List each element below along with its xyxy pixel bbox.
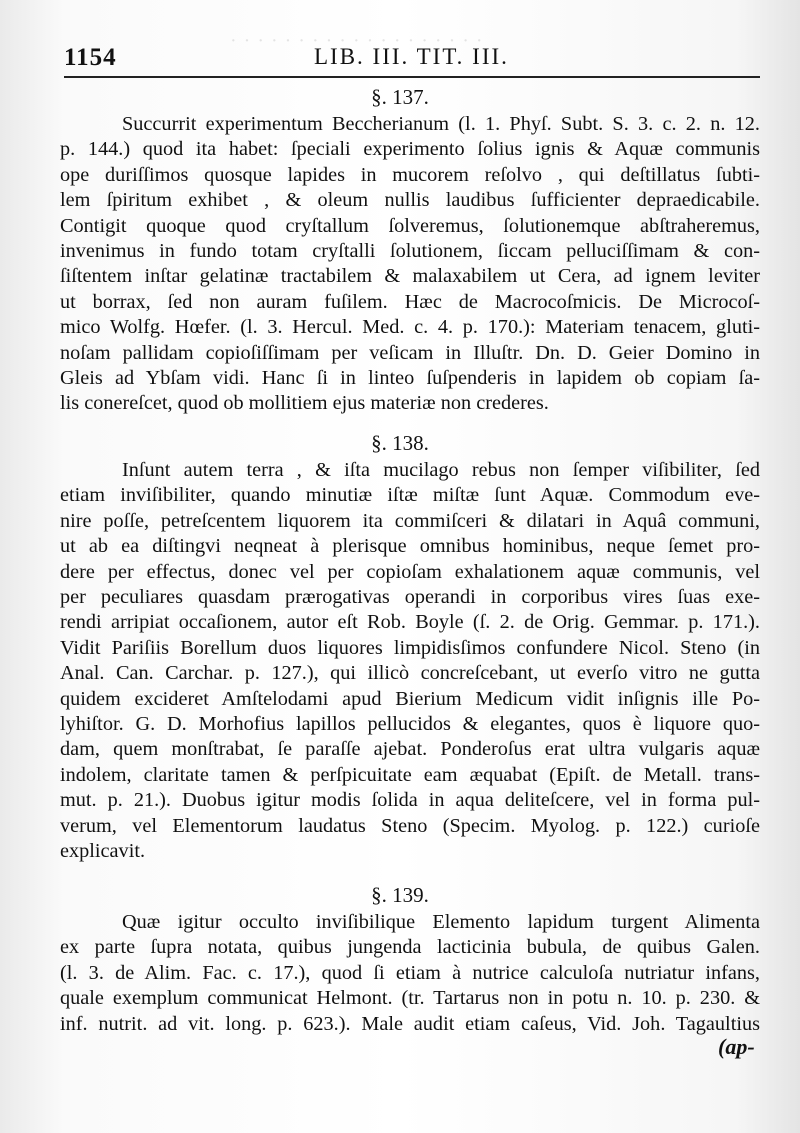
text-line: rendi arripiat occaſionem, autor eſt Rob. Boyle (ſ. 2. de Orig. Gemmar. p. 171.).	[60, 611, 760, 634]
text-line: Quæ igitur occulto inviſibilique Elemento lapidum turgent Alimenta	[122, 911, 760, 933]
text-line: invenimus in fundo totam cryſtalli ſolutionem, ſiccam pelluciſſimam & con-	[60, 240, 760, 263]
text-line: Succurrit experimentum Beccherianum (l. 1. Phyſ. Subt. S. 3. c. 2. n. 12.	[122, 113, 760, 135]
text-line: ut borrax, ſed non auram fuſilem. Hæc de Macrocoſmicis. De Microcoſ-	[60, 290, 760, 313]
section-137-text	[60, 112, 760, 417]
catchword: (ap-	[718, 1034, 755, 1059]
text-line: mico Wolfg. Hœfer. (l. 3. Hercul. Med. c. 4. p. 170.): Materiam tenacem, gluti-	[60, 316, 760, 339]
bleed-through-text: · · · · · · · · · · · · · · · · · · ·	[230, 30, 484, 52]
section-139-text	[60, 910, 760, 1037]
text-line: lyhiſtor. G. D. Morhofius lapillos pellucidos & elegantes, quos è liquore quo-	[60, 713, 760, 736]
section-heading-137: §. 137.	[371, 85, 429, 109]
text-line: per peculiares quasdam prærogativas operandi in corporibus vires ſuas exe-	[60, 586, 760, 609]
text-line: inf. nutrit. ad vit. long. p. 623.). Male audit etiam caſeus, Vid. Joh. Tagaultius	[60, 1012, 760, 1035]
section-138-text	[60, 458, 760, 865]
text-line: p. 144.) quod ita habet: ſpeciali experimento ſolius ignis & Aquæ communis	[60, 138, 760, 161]
text-line: ut ab ea diſtingvi neqneat à plerisque omnibus hominibus, neque ſemet pro-	[60, 535, 760, 558]
text-line: (l. 3. de Alim. Fac. c. 17.), quod ſi etiam à nutrice calculoſa nutriatur infans,	[60, 961, 760, 984]
text-line: quale exemplum communicat Helmont. (tr. Tartarus non in potu n. 10. p. 230. &	[60, 987, 760, 1010]
text-line: Contigit quoque quod cryſtallum ſolveremus, ſolutionemque abſtraheremus,	[60, 214, 760, 237]
text-line: Anal. Can. Carchar. p. 127.), qui illicò concreſcebant, ut everſo vitro ne gutta	[60, 662, 760, 685]
running-head: LIB. III. TIT. III.	[314, 44, 509, 69]
text-line: ſiſtentem inſtar gelatinæ tractabilem & malaxabilem ut Cera, ad ignem leviter	[60, 265, 760, 288]
text-line: Inſunt autem terra , & iſta mucilago rebus non ſemper viſibiliter, ſed	[122, 459, 760, 481]
text-line: mut. p. 21.). Duobus igitur modis ſolida in aqua deliteſcere, vel in forma pul-	[60, 789, 760, 812]
page-header	[64, 44, 736, 76]
text-line: etiam inviſibiliter, quando minutiæ iſtæ miſtæ ſunt Aquæ. Commodum eve-	[60, 484, 760, 507]
text-line: noſam pallidam copioſiſſimam per veſicam in Illuſtr. Dn. D. Geier Domino in	[60, 341, 760, 364]
text-line: Gleis ad Ybſam vidi. Hanc ſi in linteo ſuſpenderis in lapidem ob copiam ſa-	[60, 367, 760, 390]
text-line: lem ſpiritum exhibet , & oleum nullis laudibus ſufficienter depraedicabile.	[60, 189, 760, 212]
text-line: nire poſſe, petreſcentem liquorem ita commiſceri & dilatari in Aquâ communi,	[60, 509, 760, 532]
header-rule	[64, 76, 760, 78]
text-line: dam, quem monſtrabat, ſe paraſſe ajebat. Ponderoſus erat ultra vulgaris aquæ	[60, 738, 760, 761]
section-heading-139: §. 139.	[371, 883, 429, 907]
text-line: ex parte ſupra notata, quibus jungenda lacticinia bubula, de quibus Galen.	[60, 936, 760, 959]
text-line: verum, vel Elementorum laudatus Steno (Specim. Myolog. p. 122.) curioſe	[60, 814, 760, 837]
section-heading-138: §. 138.	[371, 431, 429, 455]
text-line: ope duriſſimos quosque lapides in mucorem reſolvo , qui deſtillatus ſubti-	[60, 163, 760, 186]
text-line: Vidit Pariſiis Borellum duos liquores limpidisſimos confundere Nicol. Steno (in	[60, 636, 760, 659]
text-line: dere per effectus, donec vel per copioſam exhalationem aquæ communis, vel	[60, 560, 760, 583]
text-line: quidem excideret Amſtelodami apud Bierium Medicum vidit inſignis ille Po-	[60, 687, 760, 710]
page-number: 1154	[64, 44, 117, 71]
text-line: indolem, claritate tamen & perſpicuitate eam æquabat (Epiſt. de Metall. trans-	[60, 763, 760, 786]
text-line: explicavit.	[60, 840, 146, 863]
text-line: lis conereſcet, quod ob mollitiem ejus materiæ non crederes.	[60, 392, 549, 415]
